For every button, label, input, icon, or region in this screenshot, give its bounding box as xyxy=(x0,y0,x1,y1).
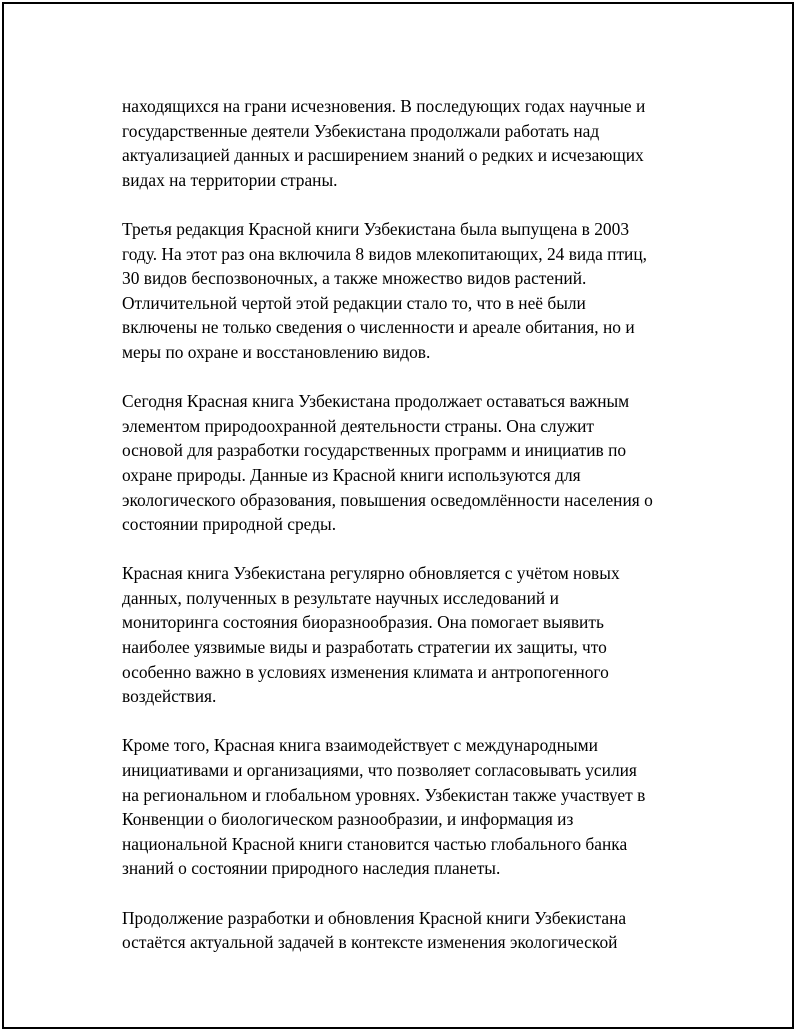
paragraph xyxy=(122,561,697,709)
text-line: воздействия. xyxy=(122,686,217,707)
document-body xyxy=(122,94,697,979)
text-line: национальной Красной книги становится частью глобального банка xyxy=(122,833,628,854)
paragraph xyxy=(122,217,697,365)
text-line: мониторинга состояния биоразнообразия. Она помогает выявить xyxy=(122,612,604,633)
text-line: включены не только сведения о численности и ареале обитания, но и xyxy=(122,317,635,338)
paragraph xyxy=(122,906,697,955)
text-line: состоянии природной среды. xyxy=(122,514,337,535)
text-line: Кроме того, Красная книга взаимодействует с международными xyxy=(122,735,598,756)
paragraph xyxy=(122,733,697,881)
text-line: Сегодня Красная книга Узбекистана продолжает оставаться важным xyxy=(122,391,630,412)
text-line: Третья редакция Красной книги Узбекистана была выпущена в 2003 xyxy=(122,218,630,239)
text-line: инициативами и организациями, что позволяет согласовывать усилия xyxy=(122,760,637,781)
text-line: меры по охране и восстановлению видов. xyxy=(122,341,431,362)
text-line: государственные деятели Узбекистана продолжали работать над xyxy=(122,120,600,141)
text-line: 30 видов беспозвоночных, а также множество видов растений. xyxy=(122,268,587,289)
text-line: наиболее уязвимые виды и разработать стратегии их защиты, что xyxy=(122,637,607,658)
text-line: на региональном и глобальном уровнях. Узбекистан также участвует в xyxy=(122,784,646,805)
page-frame xyxy=(2,2,794,1029)
text-line: остаётся актуальной задачей в контексте изменения экологической xyxy=(122,932,618,953)
text-line: экологического образования, повышения осведомлённости населения о xyxy=(122,489,653,510)
text-line: актуализацией данных и расширением знаний о редких и исчезающих xyxy=(122,145,644,166)
text-line: элементом природоохранной деятельности страны. Она служит xyxy=(122,415,594,436)
paragraph xyxy=(122,389,697,537)
text-line: году. На этот раз она включила 8 видов млекопитающих, 24 вида птиц, xyxy=(122,243,648,264)
text-line: данных, полученных в результате научных исследований и xyxy=(122,587,559,608)
text-line: Конвенции о биологическом разнообразии, и информация из xyxy=(122,809,574,830)
text-line: Красная книга Узбекистана регулярно обновляется с учётом новых xyxy=(122,563,620,584)
text-line: Отличительной чертой этой редакции стало то, что в неё были xyxy=(122,292,586,313)
text-line: основой для разработки государственных программ и инициатив по xyxy=(122,440,627,461)
text-line: Продолжение разработки и обновления Красной книги Узбекистана xyxy=(122,907,627,928)
paragraph xyxy=(122,94,697,192)
text-line: особенно важно в условиях изменения климата и антропогенного xyxy=(122,661,609,682)
text-line: видах на территории страны. xyxy=(122,169,338,190)
text-line: охране природы. Данные из Красной книги используются для xyxy=(122,464,581,485)
text-line: находящихся на грани исчезновения. В последующих годах научные и xyxy=(122,96,646,116)
text-line: знаний о состоянии природного наследия планеты. xyxy=(122,858,501,879)
